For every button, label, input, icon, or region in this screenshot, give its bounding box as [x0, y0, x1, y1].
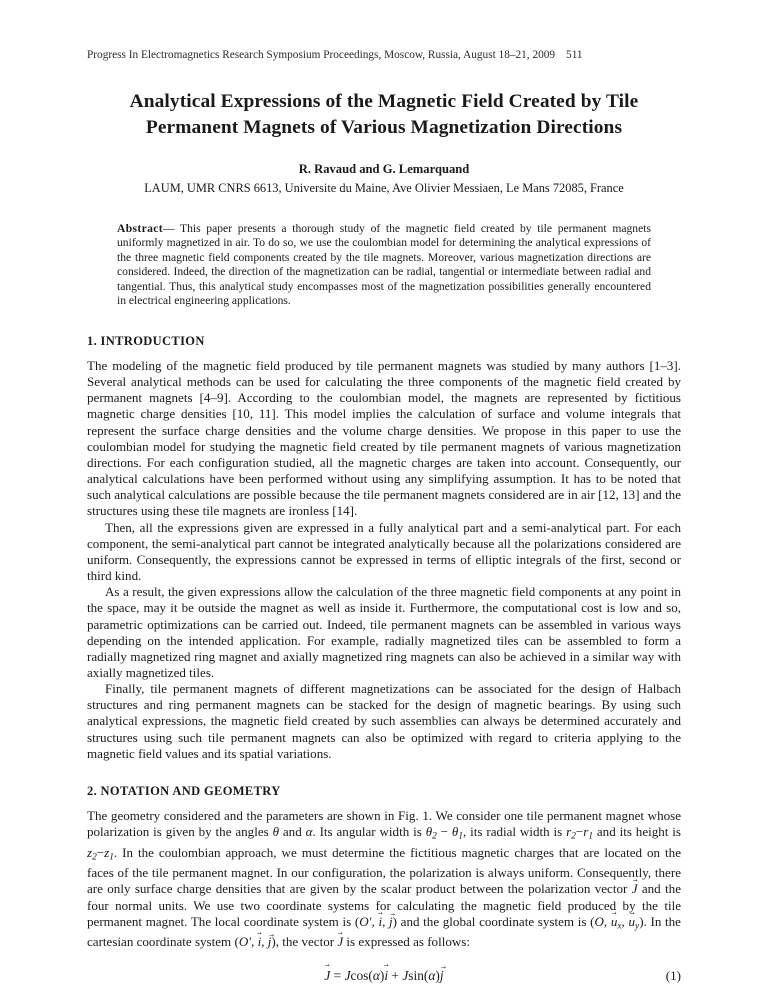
- symbol-r1: r: [583, 824, 589, 840]
- symbol-alpha: α: [305, 824, 313, 840]
- author-list: R. Ravaud and G. Lemarquand: [298, 162, 470, 176]
- symbol-O-prime: O′: [359, 913, 372, 929]
- symbol-theta-1-sub: 1: [458, 831, 464, 842]
- equation-i-vector: i →: [384, 966, 388, 986]
- symbol-theta-2: θ: [425, 824, 433, 840]
- symbol-r1-sub: 1: [588, 831, 593, 842]
- equation-J-1: J: [344, 968, 351, 984]
- equation-plus: +: [388, 968, 403, 984]
- page-number: 511: [566, 49, 583, 61]
- body-column: [87, 333, 681, 986]
- symbol-J-vector-2: J →: [337, 934, 343, 950]
- equation-close-paren-2: ): [435, 968, 440, 984]
- geo-part2: . Its angular width is: [312, 824, 426, 840]
- symbol-u-x-sub: x: [617, 921, 622, 932]
- global-paren-close: ): [639, 913, 644, 929]
- global-paren-open: (: [590, 913, 595, 929]
- symbol-u-x-vector: u →: [611, 914, 618, 930]
- paragraph-geometry: [87, 808, 681, 951]
- symbol-O: O: [594, 913, 604, 929]
- equation-sin: sin(: [408, 968, 429, 984]
- title-block: [84, 89, 684, 196]
- paragraph: Finally, tile permanent magnets of different magnetizations can be associated for the design of Halbach structures and ring permanent magnets can be stacked for the design of magnetic bearings. By using such analytical expressions, the magnetic field created by such assemblies can always be determined accurately and structures using such tile permanent magnets can also be optimized with regard to criteria applying to the magnetic field values and its spatial variations.: [87, 681, 681, 761]
- symbol-i-vector: i →: [378, 914, 382, 930]
- symbol-theta-2-sub: 2: [432, 831, 437, 842]
- geo-comma2: ,: [382, 913, 389, 929]
- symbol-z1: z: [104, 844, 110, 860]
- symbol-u-y-sub: y: [635, 921, 640, 932]
- geo-dash2: −: [96, 844, 105, 860]
- geo-part3: , its radial width is: [463, 824, 567, 840]
- symbol-z2: z: [87, 844, 93, 860]
- symbol-z2-sub: 2: [92, 852, 97, 863]
- geo-part8: . In the cartesian coordinate system: [87, 913, 681, 950]
- equation-j-vector: j →: [440, 966, 444, 986]
- local-paren-open: (: [354, 913, 360, 929]
- symbol-j-vector: j →: [389, 914, 393, 930]
- geo-part10: is expressed as follows:: [343, 934, 470, 950]
- cart-paren-open: (: [234, 934, 239, 950]
- geo-comma1: ,: [371, 913, 379, 929]
- paper-title-line-2: Permanent Magnets of Various Magnetization Directions: [145, 116, 623, 138]
- symbol-J-vector: J →: [632, 881, 638, 897]
- symbol-u-y-vector: u →: [628, 914, 635, 930]
- abstract-block: [117, 222, 651, 309]
- equation-equals: =: [330, 968, 345, 984]
- equation-1: [87, 966, 681, 986]
- equation-J-2: J: [402, 968, 409, 984]
- geo-dash1: −: [575, 824, 584, 840]
- symbol-j-vector-2: j →: [268, 934, 272, 950]
- symbol-theta: θ: [272, 824, 279, 840]
- abstract-text: This paper presents a thorough study of the magnetic field created by tile permanent magnets uniformly magnetized in air. To do so, we use the coulombian model for determining the analytical expressions of the three magnetic field components created by the tile magnets. Moreover, various magnetization directions are considered. Indeed, the direction of the magnetization can be radial, tangential or intermediate between radial and tangential. Thus, this analytical study encompasses most of the magnetization possibilities generally encountered in electrical engineering applications.: [117, 222, 651, 308]
- equation-cos: cos(: [350, 968, 373, 984]
- geo-part9: , the vector: [275, 934, 338, 950]
- geo-minus: −: [436, 824, 452, 840]
- running-head: [87, 48, 681, 62]
- abstract-label: Abstract: [117, 222, 163, 235]
- equation-close-paren-1: ): [379, 968, 385, 984]
- page-title: [84, 89, 684, 140]
- local-paren-close: ): [392, 913, 397, 929]
- geo-part6: and the four normal units. We use two coordinate systems for calculating the magnetic field produced by the tile permanent magnet. The local coordinate system is: [87, 881, 681, 929]
- symbol-i-vector-2: i →: [258, 934, 262, 950]
- geo-comma3: ,: [603, 913, 611, 929]
- symbol-O-prime-2: O′: [238, 934, 252, 950]
- paper-title-line-1: Analytical Expressions of the Magnetic Field Created by Tile: [129, 91, 639, 112]
- abstract-dash: —: [162, 222, 175, 235]
- geo-part7: and the global coordinate system is: [396, 913, 591, 929]
- section-heading-introduction: 1. INTRODUCTION: [87, 334, 205, 348]
- symbol-theta-1: θ: [451, 824, 459, 840]
- symbol-z1-sub: 1: [109, 852, 114, 863]
- equation-alpha-2: α: [428, 968, 436, 984]
- geo-and1: and: [279, 824, 306, 840]
- paragraph: The modeling of the magnetic field produced by tile permanent magnets was studied by many authors [1–3]. Several analytical methods can be used for calculating the three components of the magnetic field created by permanent magnets [4–9]. According to the coulombian model, the magnets are represented by fictitious magnetic charge densities [10, 11]. This model implies the calculation of surface and volume integrals that represent the surface charge densities and the volume charge densities. We propose in this paper to use the coulombian model for studying the magnetic field created by tile permanent magnets of various magnetization directions. For each configuration studied, all the magnetic charges are taken into account. Consequently, our analytical calculations have been performed without using any simplifying assumption. It has to be noted that such analytical calculations are possible because the tile permanent magnets considered are in air [12, 13] and the structures using these tile magnets are ironless [14].: [87, 358, 681, 519]
- geo-comma5: ,: [251, 934, 258, 950]
- geo-comma6: ,: [261, 934, 268, 950]
- geo-part5: . In the coulombian approach, we must determine the fictitious magnetic charges that are located on the faces of the tile permanent magnet. In our configuration, the polarization is always uniform. Consequently, there are only surface charge densities that are given by the scalar product between the polarization vector: [87, 844, 681, 897]
- symbol-r2: r: [566, 824, 572, 840]
- cart-paren-close: ): [271, 934, 276, 950]
- equation-alpha-1: α: [372, 968, 380, 984]
- running-head-text: Progress In Electromagnetics Research Symposium Proceedings, Moscow, Russia, August 18–21, 2009: [87, 49, 556, 61]
- paragraph: As a result, the given expressions allow the calculation of the three magnetic field components at any point in the space, may it be outside the magnet as well as inside it. Furthermore, the computational cost is low and so, parametric optimizations can be carried out. Indeed, tile permanent magnets can be assembled in various ways depending on the intended application. For example, radially magnetized tiles can be assembled to form a radially magnetized ring magnet and axially magnetized ring magnets can also be achieved in a similar way with axially magnetized tiles.: [87, 584, 681, 680]
- equation-number: (1): [665, 968, 681, 984]
- affiliation: LAUM, UMR CNRS 6613, Universite du Maine, Ave Olivier Messiaen, Le Mans 72085, France: [144, 181, 624, 195]
- symbol-r2-sub: 2: [571, 831, 576, 842]
- equation-lhs-J-vector: J →: [324, 966, 330, 986]
- geo-part4: and its height is: [593, 824, 681, 840]
- section-heading-notation-and-geometry: 2. NOTATION AND GEOMETRY: [87, 783, 281, 798]
- geo-comma4: ,: [621, 913, 629, 929]
- paragraph: Then, all the expressions given are expressed in a fully analytical part and a semi-analytical part. For each component, the semi-analytical part cannot be integrated analytically because all the polarizations considered are uniform. Consequently, the expressions cannot be expressed in terms of elliptic integrals of the first, second or third kind.: [87, 519, 681, 584]
- geo-part1: The geometry considered and the parameters are shown in Fig. 1. We consider one tile permanent magnet whose polarization is given by the angles: [87, 807, 681, 840]
